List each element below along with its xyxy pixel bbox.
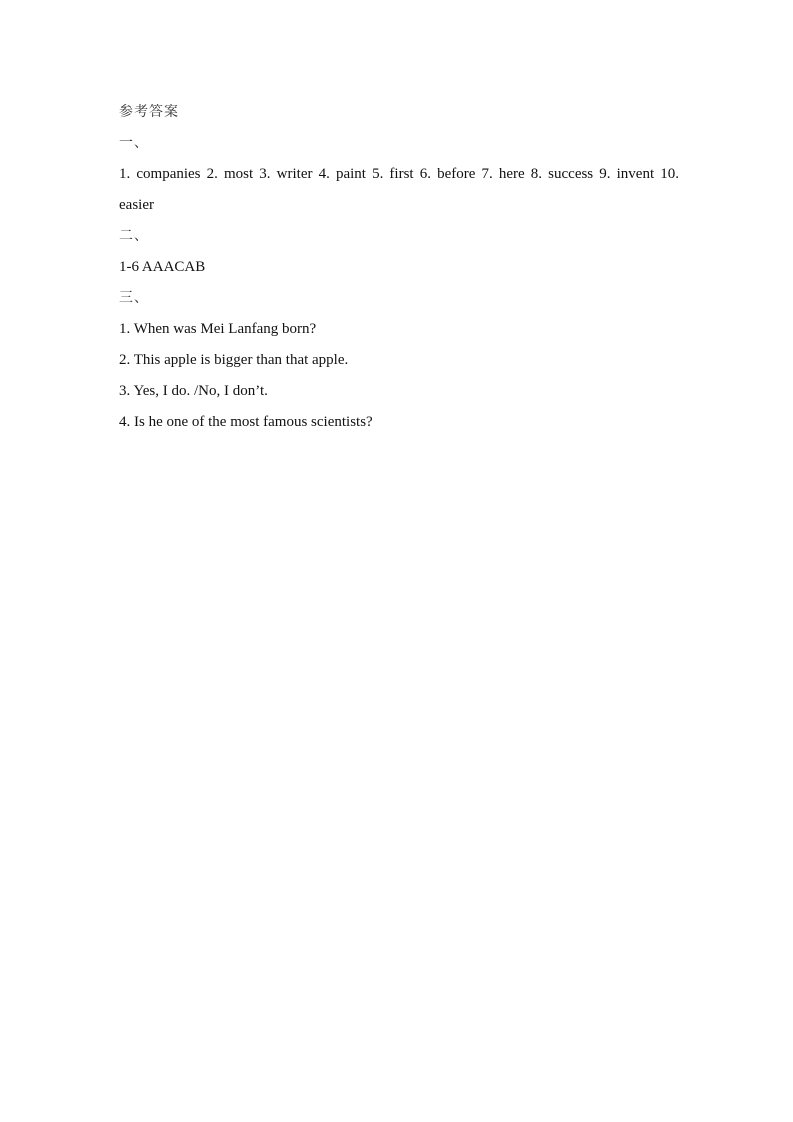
section-3-answer-line: 3. Yes, I do. /No, I don’t. bbox=[119, 383, 268, 399]
answer-key bbox=[119, 100, 679, 441]
section-3-heading: 三、 bbox=[119, 290, 149, 306]
section-3-answer-line: 1. When was Mei Lanfang born? bbox=[119, 321, 317, 337]
section-2-answer-line: 1-6 AAACAB bbox=[119, 259, 206, 275]
section-1-heading: 一、 bbox=[119, 135, 149, 151]
document-title: 参考答案 bbox=[119, 104, 179, 120]
section-3-answer-line: 2. This apple is bigger than that apple. bbox=[119, 352, 349, 368]
section-1-answer-line: 1. companies 2. most 3. writer 4. paint 5. first 6. before 7. here 8. success 9. invent 10. bbox=[119, 166, 679, 182]
section-2-heading: 二、 bbox=[119, 228, 149, 244]
section-1-answer-line: easier bbox=[119, 197, 154, 213]
section-3-answer-line: 4. Is he one of the most famous scientists? bbox=[119, 414, 373, 430]
